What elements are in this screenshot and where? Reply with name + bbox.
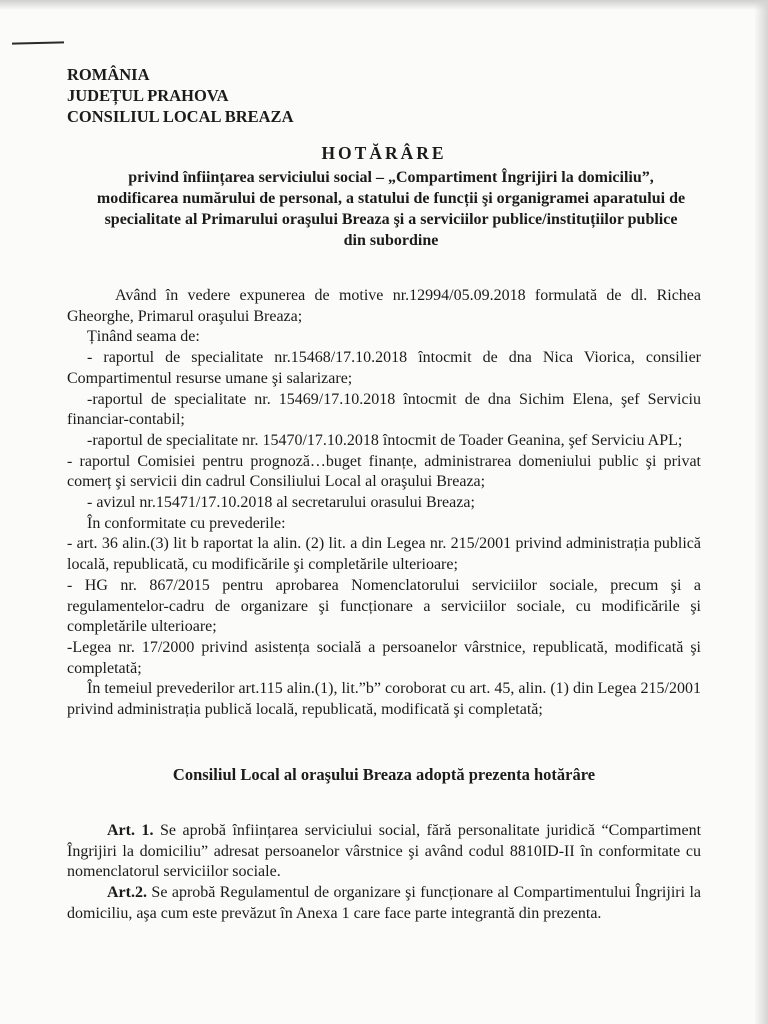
preamble-paragraph: În conformitate cu prevederile:	[87, 514, 286, 532]
preamble-paragraph: -raportul de specialitate nr. 15469/17.10.2018 întocmit de dna Sichim Elena, şef Serviciu financiar-contabil;	[67, 390, 701, 429]
adoption-statement: Consiliul Local al oraşului Breaza adoptă prezenta hotărâre	[172, 765, 596, 784]
scan-mark	[12, 41, 64, 44]
article-label: Art.2.	[107, 884, 147, 902]
document-header	[67, 64, 293, 127]
header-country: ROMÂNIA	[67, 65, 150, 84]
preamble-paragraph: -Legea nr. 17/2000 privind asistența socială a persoanelor vârstnice, republicată, modificată şi completată;	[67, 638, 701, 677]
preamble-paragraph: - raportul de specialitate nr.15468/17.10.2018 întocmit de dna Nica Viorica, consilier Compartimentul resurse umane şi salarizare;	[67, 349, 701, 387]
preamble-paragraph: Ținând seama de:	[87, 328, 200, 346]
preamble-paragraph: În temeiul prevederilor art.115 alin.(1), lit.”b” coroborat cu art. 45, alin. (1) din Legea 215/2001 privind administrația publică locală, republicată, modificată şi completată;	[67, 680, 701, 719]
preamble-paragraph: - HG nr. 867/2015 pentru aprobarea Nomenclatorului serviciilor sociale, precum şi a regulamentelor-cadru de organizare şi funcționare a serviciilor sociale, cu modificările şi completările ulterioare;	[67, 576, 701, 636]
scan-top-shadow	[0, 0, 768, 10]
preamble	[67, 286, 701, 721]
article-1	[67, 821, 701, 883]
document-subtitle: privind înființarea serviciului social – „Compartiment Îngrijiri la domiciliu”, modificarea numărului de personal, a statului de funcții şi organigramei aparatului de specialitate al Primarului oraşului Breaza şi a serviciilor publice/instituțiilor publice din subordine	[96, 169, 686, 249]
header-county: JUDEȚUL PRAHOVA	[67, 86, 229, 105]
article-text: Se aprobă înființarea serviciului social, fără personalitate juridică “Compartiment Îngrijiri la domiciliu” adresat persoanelor vârstnice şi având codul 8810ID-II în conformitate cu nomenclatorul serviciilor sociale.	[67, 822, 702, 881]
preamble-paragraph: - art. 36 alin.(3) lit b raportat la alin. (2) lit. a din Legea nr. 215/2001 privind administrația publică locală, republicată, cu modificările şi completările ulterioare;	[67, 535, 701, 574]
preamble-paragraph: - raportul Comisiei pentru prognoză…buget finanțe, administrarea domeniului public şi privat comerț şi servicii din cadrul Consiliului Local al oraşului Breaza;	[67, 452, 701, 491]
preamble-paragraph: -raportul de specialitate nr. 15470/17.10.2018 întocmit de Toader Geanina, şef Serviciu APL;	[87, 431, 683, 449]
document-title: HOTĂRÂRE	[321, 143, 447, 163]
header-council: CONSILIUL LOCAL BREAZA	[67, 107, 294, 126]
article-label: Art. 1.	[107, 822, 154, 839]
articles	[67, 821, 701, 925]
preamble-paragraph: Având în vedere expunerea de motive nr.12994/05.09.2018 formulată de dl. Richea Gheorghe, Primarul oraşului Breaza;	[67, 287, 701, 325]
article-text: Se aprobă Regulamentul de organizare şi funcționare al Compartimentului Îngrijiri la domiciliu, aşa cum este prevăzut în Anexa 1 care face parte integrantă din prezenta.	[67, 884, 702, 922]
article-2	[67, 883, 701, 924]
preamble-paragraph: - avizul nr.15471/17.10.2018 al secretarului orasului Breaza;	[87, 494, 475, 512]
